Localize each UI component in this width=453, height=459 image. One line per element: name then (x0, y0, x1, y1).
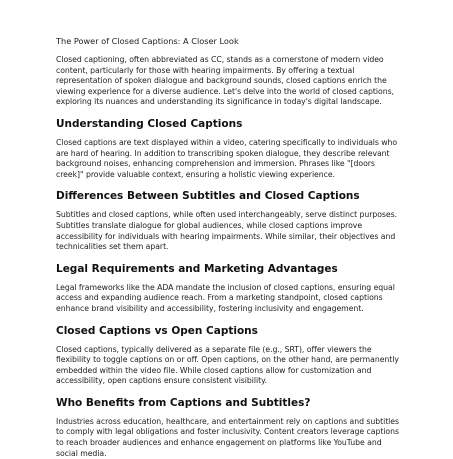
section-subtitles-vs-captions (56, 190, 402, 252)
section-understanding-closed-captions (56, 118, 402, 180)
document-body (56, 36, 402, 459)
section-heading: Differences Between Subtitles and Closed Captions (56, 190, 360, 203)
section-paragraph: Closed captions are text displayed within a video, catering specifically to individuals who are hard of hearing. In addition to transcribing spoken dialogue, they describe relevant background noises, enhancing comprehension and immersion. Phrases like "[doors creek]" provide valuable context, ensuring a holistic viewing experience. (56, 137, 398, 179)
section-paragraph: Industries across education, healthcare, and entertainment rely on captions and subtitles to comply with legal obligations and foster inclusivity. Content creators leverage captions to reach broader audiences and enhance engagement on platforms like YouTube and social media. (56, 416, 399, 458)
intro-paragraph: Closed captioning, often abbreviated as CC, stands as a cornerstone of modern video content, particularly for those with hearing impairments. By offering a textual representation of spoken dialogue and background sounds, closed captions enrich the viewing experience for a diverse audience. Let's delve into the world of closed captions, exploring its nuances and understanding its significance in today's digital landscape. (56, 55, 394, 107)
section-paragraph: Closed captions, typically delivered as a separate file (e.g., SRT), offer viewers the flexibility to toggle captions on or off. Open captions, on the other hand, are permanently embedded within the video file. While closed captions allow for customization and accessibility, open captions ensure consistent visibility. (56, 344, 399, 386)
section-paragraph: Subtitles and closed captions, while often used interchangeably, serve distinct purposes. Subtitles translate dialogue for global audiences, while closed captions improve accessibility for individuals with hearing impairments. While similar, their objectives and technicalities set them apart. (56, 210, 398, 252)
section-legal-marketing (56, 263, 402, 315)
section-heading: Who Benefits from Captions and Subtitles? (56, 396, 311, 409)
section-heading: Understanding Closed Captions (56, 117, 243, 130)
section-heading: Closed Captions vs Open Captions (56, 324, 258, 337)
section-heading: Legal Requirements and Marketing Advantages (56, 262, 338, 275)
section-who-benefits (56, 397, 402, 459)
section-paragraph: Legal frameworks like the ADA mandate the inclusion of closed captions, ensuring equal access and expanding audience reach. From a marketing standpoint, closed captions enhance brand visibility and accessibility, fostering inclusivity and engagement. (56, 282, 395, 313)
document-title: The Power of Closed Captions: A Closer Look (56, 36, 239, 46)
section-closed-vs-open (56, 325, 402, 387)
